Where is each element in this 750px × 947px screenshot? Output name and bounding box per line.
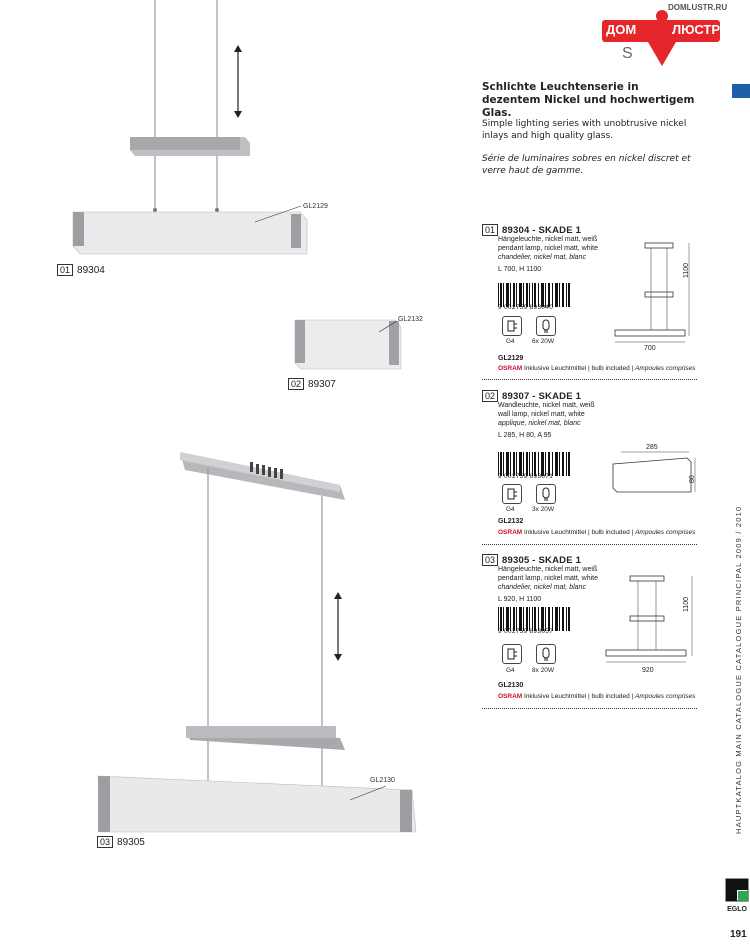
included-fr-2: Ampoules comprises — [635, 529, 696, 536]
g4-socket-icon-1 — [502, 316, 522, 336]
dims-1: L 700, H 1100 — [498, 266, 542, 273]
card-desc-2 — [498, 401, 595, 440]
desc-fr-3: chandelier, nickel mat, blanc — [498, 584, 586, 591]
bulbs-label-3: 8x 20W — [532, 667, 555, 674]
gl-label-2: GL2132 — [398, 316, 423, 323]
desc-en-1: pendant lamp, nickel matt, white — [498, 245, 598, 252]
barcode-number-1: 9 002759 893040 — [498, 304, 554, 311]
photo-code-1: 89304 — [77, 265, 105, 276]
bulb-icon-3 — [536, 644, 556, 664]
gl-code-3: GL2130 — [498, 682, 524, 689]
technical-drawing-3 — [602, 572, 697, 672]
socket-label-1: G4 — [506, 338, 515, 345]
osram-logo-1: OSRAM — [498, 365, 523, 372]
included-en-3: bulb included — [591, 693, 630, 700]
socket-label-2: G4 — [506, 506, 515, 513]
divider-1 — [482, 379, 697, 380]
desc-fr-1: chandelier, nickel mat, blanc — [498, 254, 586, 261]
socket-label-3: G4 — [506, 667, 515, 674]
photo-code-2: 89307 — [308, 379, 336, 390]
included-de-1: Inklusive Leuchtmittel — [524, 365, 587, 372]
section-tab — [732, 84, 750, 98]
desc-en-3: pendant lamp, nickel matt, white — [498, 575, 598, 582]
page-number: 191 — [730, 929, 747, 940]
intro-de: Schlichte Leuchtenserie in dezentem Nickel und hochwertigem Glas. — [482, 81, 695, 119]
dims-2: L 285, H 80, A 95 — [498, 432, 552, 439]
product-card-89307 — [482, 386, 697, 544]
card-desc-1 — [498, 235, 598, 274]
bulb-included-2: OSRAM Inklusive Leuchtmittel | bulb included | Ampoules comprises — [498, 529, 696, 536]
product-card-89304 — [482, 220, 697, 378]
included-en-2: bulb included — [591, 529, 630, 536]
card-title-1: 89304 - SKADE 1 — [502, 225, 582, 236]
bulb-icon-1 — [536, 316, 556, 336]
watermark-site: DOMLUSTR.RU — [668, 3, 728, 12]
catalog-side-text: HAUPTKATALOG MAIN CATALOGUE CATALOGUE PRINCIPAL 2009 / 2010 — [734, 505, 743, 834]
bulbs-label-2: 3x 20W — [532, 506, 555, 513]
drawing-width-3: 920 — [642, 667, 654, 674]
photo-label-89305 — [97, 836, 145, 848]
desc-en-2: wall lamp, nickel matt, white — [498, 411, 585, 418]
product-card-89305 — [482, 550, 697, 708]
drawing-height-2: 80 — [689, 475, 696, 483]
included-de-3: Inklusive Leuchtmittel — [524, 693, 587, 700]
included-fr-1: Ampoules comprises — [635, 365, 696, 372]
bulb-included-1: OSRAM Inklusive Leuchtmittel | bulb included | Ampoules comprises — [498, 365, 696, 372]
desc-de-2: Wandleuchte, nickel matt, weiß — [498, 402, 595, 409]
drawing-width-2: 285 — [646, 444, 658, 451]
barcode-number-3: 9 002759 893057 — [498, 628, 554, 635]
card-title-2: 89307 - SKADE 1 — [502, 391, 582, 402]
intro-fr: Série de luminaires sobres en nickel discret et verre haut de gamme. — [482, 154, 691, 176]
bulb-icon-2 — [536, 484, 556, 504]
watermark-logo-left: ДОМ — [606, 22, 637, 37]
intro-en: Simple lighting series with unobtrusive nickel inlays and high quality glass. — [482, 119, 687, 141]
gl-label-1: GL2129 — [303, 203, 328, 210]
product-photo-89307 — [285, 315, 415, 375]
technical-drawing-1 — [607, 240, 697, 358]
photo-num-3: 03 — [97, 836, 113, 848]
chandelier-logo-icon — [600, 8, 725, 70]
card-title-3: 89305 - SKADE 1 — [502, 555, 582, 566]
photo-label-89304 — [57, 264, 105, 276]
desc-de-1: Hängeleuchte, nickel matt, weiß — [498, 236, 598, 243]
series-fragment: S — [622, 45, 633, 62]
desc-de-3: Hängeleuchte, nickel matt, weiß — [498, 566, 598, 573]
included-en-1: bulb included — [591, 365, 630, 372]
included-fr-3: Ampoules comprises — [635, 693, 696, 700]
watermark-logo-right: ЛЮСТР — [672, 22, 721, 37]
gl-label-3: GL2130 — [370, 777, 395, 784]
drawing-height-3: 1100 — [683, 596, 690, 612]
dims-3: L 920, H 1100 — [498, 596, 542, 603]
bulbs-label-1: 6x 20W — [532, 338, 555, 345]
product-photo-89304 — [55, 0, 325, 260]
photo-num-1: 01 — [57, 264, 73, 276]
card-num-3: 03 — [482, 554, 498, 566]
eglo-brand: EGLO — [727, 906, 747, 913]
technical-drawing-2 — [607, 446, 697, 501]
drawing-width-1: 700 — [644, 345, 656, 352]
eglo-logo — [725, 878, 749, 912]
divider-3 — [482, 708, 697, 709]
eglo-logo-icon — [725, 878, 749, 902]
card-num-1: 01 — [482, 224, 498, 236]
g4-socket-icon-3 — [502, 644, 522, 664]
osram-logo-3: OSRAM — [498, 693, 523, 700]
gl-code-2: GL2132 — [498, 518, 524, 525]
osram-logo-2: OSRAM — [498, 529, 523, 536]
bulb-included-3: OSRAM Inklusive Leuchtmittel | bulb included | Ampoules comprises — [498, 693, 696, 700]
barcode-number-2: 9 002759 893071 — [498, 473, 554, 480]
gl-code-1: GL2129 — [498, 355, 524, 362]
card-desc-3 — [498, 565, 598, 604]
watermark-logo — [600, 0, 750, 70]
card-num-2: 02 — [482, 390, 498, 402]
photo-label-89307 — [288, 378, 336, 390]
divider-2 — [482, 544, 697, 545]
photo-code-3: 89305 — [117, 837, 145, 848]
photo-num-2: 02 — [288, 378, 304, 390]
desc-fr-2: applique, nickel mat, blanc — [498, 420, 581, 427]
included-de-2: Inklusive Leuchtmittel — [524, 529, 587, 536]
g4-socket-icon-2 — [502, 484, 522, 504]
drawing-height-1: 1100 — [683, 262, 690, 278]
